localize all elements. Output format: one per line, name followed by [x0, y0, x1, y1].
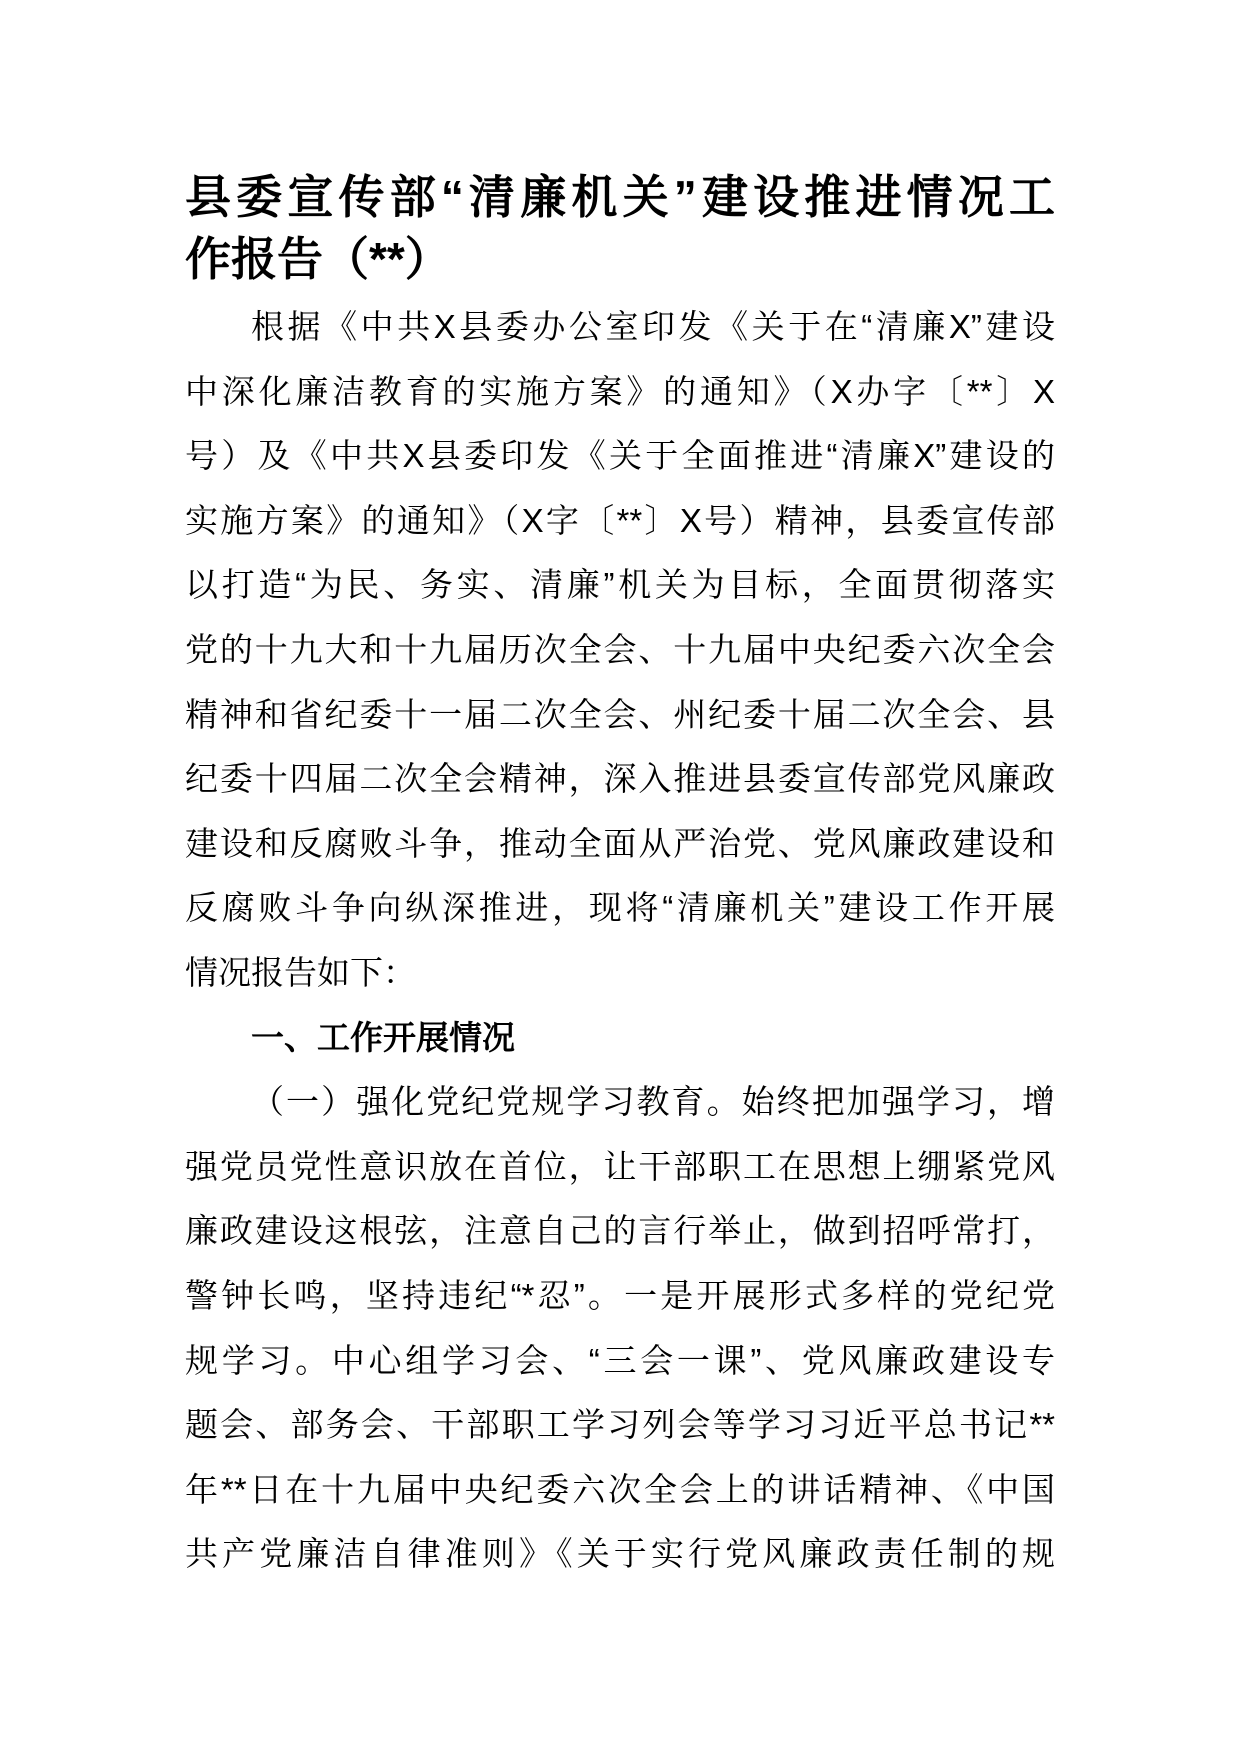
document-body	[185, 295, 1055, 1587]
paragraph-line: 精神和省纪委十一届二次全会、州纪委十届二次全会、县	[185, 695, 1055, 733]
section-heading	[185, 1006, 1055, 1071]
paragraph-line: 党的十九大和十九届历次全会、十九届中央纪委六次全会	[185, 630, 1055, 668]
paragraph-line: 年**日在十九届中央纪委六次全会上的讲话精神、《中国	[185, 1470, 1055, 1508]
heading-line: 一、工作开展情况	[251, 1018, 515, 1056]
paragraph-line: 共产党廉洁自律准则》《关于实行党风廉政责任制的规	[185, 1535, 1055, 1573]
paragraph-line: 题会、部务会、干部职工学习列会等学习习近平总书记**	[185, 1406, 1055, 1444]
paragraph-line: 以打造“为民、务实、清廉”机关为目标，全面贯彻落实	[185, 566, 1055, 604]
document-title	[185, 166, 1055, 290]
paragraph-line: 反腐败斗争向纵深推进，现将“清廉机关”建设工作开展	[185, 889, 1055, 927]
body-paragraph	[185, 1070, 1055, 1587]
title-line: 县委宣传部“清廉机关”建设推进情况工	[185, 171, 1055, 223]
paragraph-line: 根据《中共X县委办公室印发《关于在“清廉X”建设	[251, 308, 1055, 345]
body-paragraph	[185, 295, 1055, 1006]
paragraph-line: 中深化廉洁教育的实施方案》的通知》（X办字〔**〕X	[185, 372, 1055, 410]
paragraph-line: 建设和反腐败斗争，推动全面从严治党、党风廉政建设和	[185, 824, 1055, 862]
paragraph-line: 情况报告如下：	[185, 953, 416, 991]
paragraph-line: 强党员党性意识放在首位，让干部职工在思想上绷紧党风	[185, 1147, 1055, 1185]
paragraph-line: 廉政建设这根弦，注意自己的言行举止，做到招呼常打，	[185, 1212, 1055, 1250]
paragraph-line: 实施方案》的通知》（X字〔**〕X号）精神，县委宣传部	[185, 501, 1055, 539]
paragraph-line: 号）及《中共X县委印发《关于全面推进“清廉X”建设的	[185, 437, 1055, 475]
title-line: 作报告（**）	[185, 233, 451, 285]
paragraph-line: 警钟长鸣，坚持违纪“*忍”。一是开展形式多样的党纪党	[185, 1276, 1055, 1314]
paragraph-line: （一）强化党纪党规学习教育。始终把加强学习，增	[251, 1083, 1055, 1121]
paragraph-line: 纪委十四届二次全会精神，深入推进县委宣传部党风廉政	[185, 760, 1055, 798]
paragraph-line: 规学习。中心组学习会、“三会一课”、党风廉政建设专	[185, 1341, 1055, 1379]
